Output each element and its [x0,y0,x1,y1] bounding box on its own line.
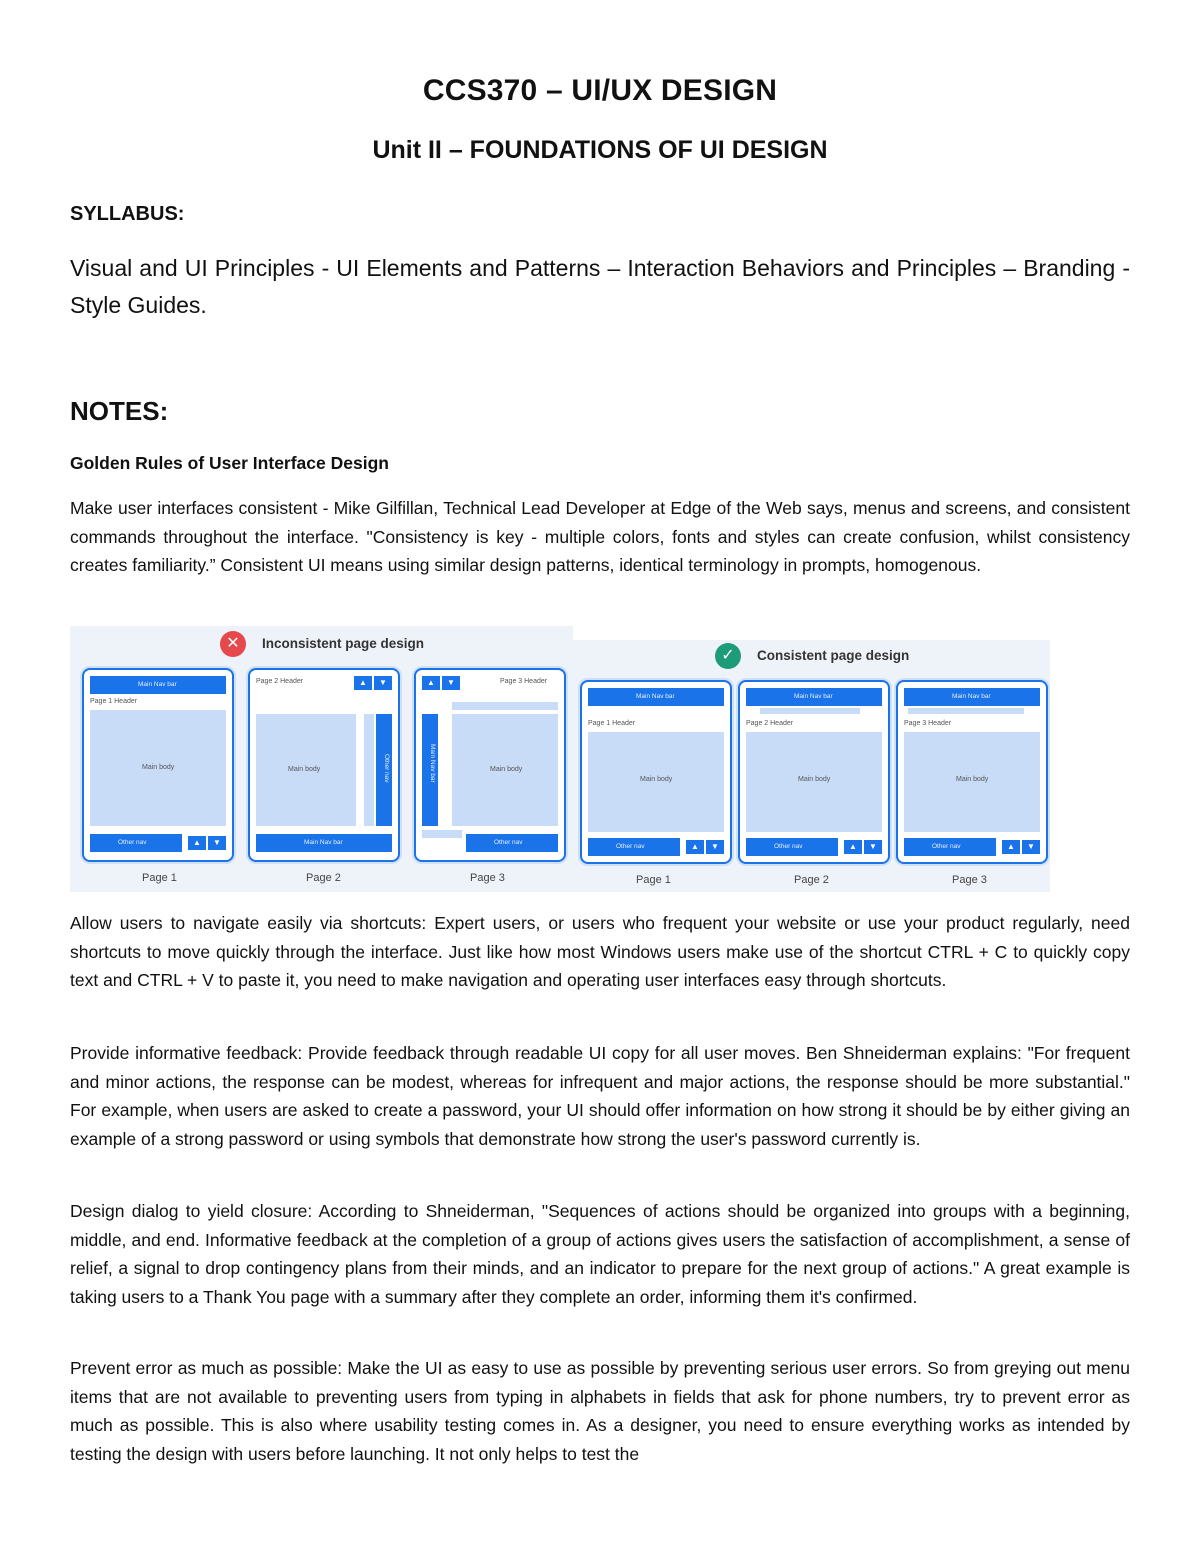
consistency-figure [70,626,1050,892]
sub-nav-strip [908,708,1024,714]
main-nav-label: Main Nav bar [636,693,675,700]
other-nav-label: Other nav [494,839,523,846]
consistent-page-2-mockup [738,680,890,864]
other-nav-label: Other nav [616,843,645,850]
paragraph-prevent-error: Prevent error as much as possible: Make the UI as easy to use as possible by preventing serious user errors. So from greying out menu items that are not available to preventing users from typing in alphabets in fields that ask for phone numbers, try to prevent error as much as possible. This is also where usability testing comes in. As a designer, you need to ensure everything works as intended by testing the design with users before launching. It not only helps to test the [70,1358,1130,1464]
main-nav-label: Main Nav bar [794,693,833,700]
page-header-label: Page 2 Header [746,720,794,727]
page-caption: Page 2 [794,874,829,886]
main-body-label: Main body [490,766,523,773]
arrow-down-icon: ▼ [374,676,392,690]
arrow-down-icon: ▼ [706,840,724,854]
arrow-up-icon: ▲ [1002,840,1020,854]
arrow-down-icon: ▼ [442,676,460,690]
paragraph-shortcuts: Allow users to navigate easily via shortcuts: Expert users, or users who frequent your website or use your product regularly, need shortcuts to move quickly through the interface. Just like how most Windows users make use of the shortcut CTRL + C to quickly copy text and CTRL + V to paste it, you need to make navigation and operating user interfaces easy through shortcuts. [70,913,1130,991]
notes-heading: NOTES: [70,396,169,426]
inconsistent-page-1-mockup [82,668,234,862]
arrow-down-icon: ▼ [1022,840,1040,854]
other-nav-label: Other nav [118,839,147,846]
consistent-label: Consistent page design [757,648,910,663]
main-body-label: Main body [798,776,831,783]
page-caption: Page 1 [636,874,671,886]
consistent-page-1-mockup [580,680,732,864]
document-title: CCS370 – UI/UX DESIGN [422,74,778,107]
arrow-up-icon: ▲ [844,840,862,854]
bottom-strip [422,830,462,838]
syllabus-heading: SYLLABUS: [70,203,185,225]
page-header-label: Page 3 Header [904,720,952,727]
page-caption: Page 3 [952,874,987,886]
paragraph-closure: Design dialog to yield closure: According to Shneiderman, "Sequences of actions should be organized into groups with a beginning, middle, and end. Informative feedback at the completion of a group of actions gives users the satisfaction of accomplishment, a sense of relief, a signal to drop contingency plans from their minds, and an indicator to prepare for the next group of actions." A great example is taking users to a Thank You page with a summary after they complete an order, informing them it's confirmed. [70,1201,1130,1307]
cross-icon: ✕ [220,631,246,657]
inconsistent-page-3-mockup [414,668,566,862]
page-header-label: Page 2 Header [256,678,304,685]
main-nav-label: Main Nav bar [304,839,343,846]
paragraph-consistent: Make user interfaces consistent - Mike Gilfillan, Technical Lead Developer at Edge of the Web says, menus and screens, and consistent commands throughout the interface. "Consistency is key - multiple colors, fonts and styles can create confusion, whilst consistency creates familiarity.” Consistent UI means using similar design patterns, identical terminology in prompts, homogenous. [70,498,1130,576]
side-strip [364,714,374,826]
arrow-down-icon: ▼ [864,840,882,854]
header-strip [452,702,558,710]
section-title: Golden Rules of User Interface Design [70,453,389,473]
page-header-label: Page 1 Header [90,698,138,705]
arrow-up-icon: ▲ [354,676,372,690]
page-header-label: Page 1 Header [588,720,636,727]
main-nav-label: Main Nav bar [952,693,991,700]
main-body-label: Main body [956,776,989,783]
main-body-label: Main body [640,776,673,783]
arrow-up-icon: ▲ [422,676,440,690]
check-icon: ✓ [715,643,741,669]
main-nav-label: Main Nav bar [138,681,177,688]
other-nav-label: Other nav [932,843,961,850]
page-caption: Page 2 [306,872,341,884]
arrow-down-icon: ▼ [208,836,226,850]
other-nav-label: Other nav [774,843,803,850]
main-nav-label: Main Nav bar [429,744,436,783]
syllabus-text: Visual and UI Principles - UI Elements and Patterns – Interaction Behaviors and Principles – Branding - Style Guides. [70,255,1130,318]
arrow-up-icon: ▲ [686,840,704,854]
other-nav-label: Other nav [383,754,390,783]
inconsistent-label: Inconsistent page design [262,636,425,651]
arrow-up-icon: ▲ [188,836,206,850]
consistent-page-3-mockup [896,680,1048,864]
unit-subtitle: Unit II – FOUNDATIONS OF UI DESIGN [372,136,828,164]
inconsistent-page-2-mockup [248,668,400,862]
paragraph-feedback: Provide informative feedback: Provide feedback through readable UI copy for all user moves. Ben Shneiderman explains: "For frequent and minor actions, the response can be modest, whereas for infrequent and major actions, the response should be more substantial." For example, when users are asked to create a password, your UI should offer information on how strong it should be by either giving an example of a strong password or using symbols that demonstrate how strong the user's password currently is. [70,1043,1130,1149]
sub-nav-strip [760,708,860,714]
main-body-label: Main body [288,766,321,773]
page-header-label: Page 3 Header [500,678,548,685]
page-caption: Page 1 [142,872,177,884]
page-caption: Page 3 [470,872,505,884]
main-body-label: Main body [142,764,175,771]
